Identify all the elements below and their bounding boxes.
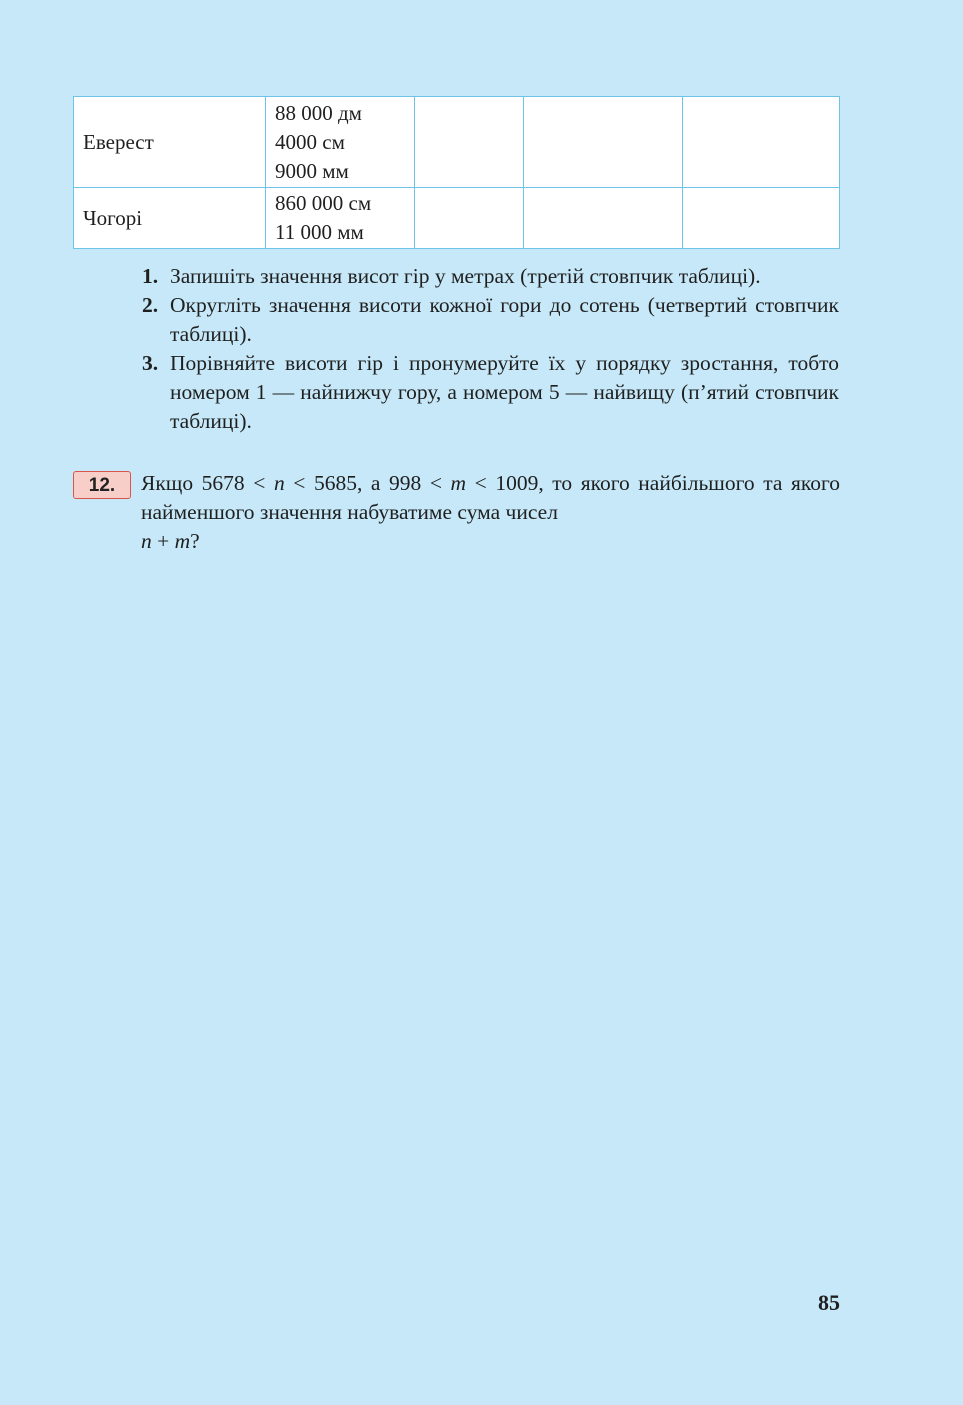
variable-n: n: [141, 529, 152, 553]
page-number: 85: [818, 1290, 840, 1315]
exercise-text: Якщо 5678 < n < 5685, а 998 < m < 1009, то якого найбільшого та якого найменшого значення набуватиме сума чисел n + m?: [141, 471, 841, 553]
task-text: Порівняйте висоти гір і пронумеруйте їх у порядку зростання, тобто номером 1 — найнижчу гору, а номером 5 — найвищу (п’ятий стовпчик таблиці).: [170, 351, 839, 433]
height-value: 88 000 дм: [275, 100, 362, 125]
height-values-cell: [266, 188, 415, 249]
height-value: 860 000 см: [275, 191, 372, 215]
empty-cell-rank: [683, 188, 840, 249]
height-values-cell: [266, 97, 415, 188]
empty-cell-rounded: [524, 97, 683, 188]
variable-m: m: [450, 471, 467, 495]
height-value: 11 000 мм: [275, 220, 364, 244]
task-text: Округліть значення висоти кожної гори до сотень (четвертий стовпчик таблиці).: [170, 293, 839, 346]
variable-m: m: [174, 529, 191, 553]
height-value: 4000 см: [275, 129, 345, 154]
mountain-name-cell: Еверест: [74, 97, 266, 188]
variable-n: n: [273, 471, 285, 495]
task-list: [142, 262, 839, 436]
empty-cell-rank: [683, 97, 840, 188]
table-row: [74, 97, 840, 188]
mountain-table: [73, 96, 840, 249]
exercise-number-badge: 12.: [73, 471, 131, 499]
task-text: Запишіть значення висот гір у метрах (третій стовпчик таблиці).: [170, 264, 761, 288]
list-item: [142, 291, 839, 349]
task-number: 3.: [142, 351, 159, 375]
empty-cell-meters: [415, 188, 524, 249]
mountain-name-cell: Чогорі: [74, 188, 266, 249]
task-number: 1.: [142, 264, 159, 288]
list-item: [142, 349, 839, 436]
exercise-12: [73, 469, 840, 556]
height-value: 9000 мм: [275, 158, 349, 183]
empty-cell-meters: [415, 97, 524, 188]
task-number: 2.: [142, 293, 159, 317]
empty-cell-rounded: [524, 188, 683, 249]
table-row: [74, 188, 840, 249]
list-item: [142, 262, 839, 291]
